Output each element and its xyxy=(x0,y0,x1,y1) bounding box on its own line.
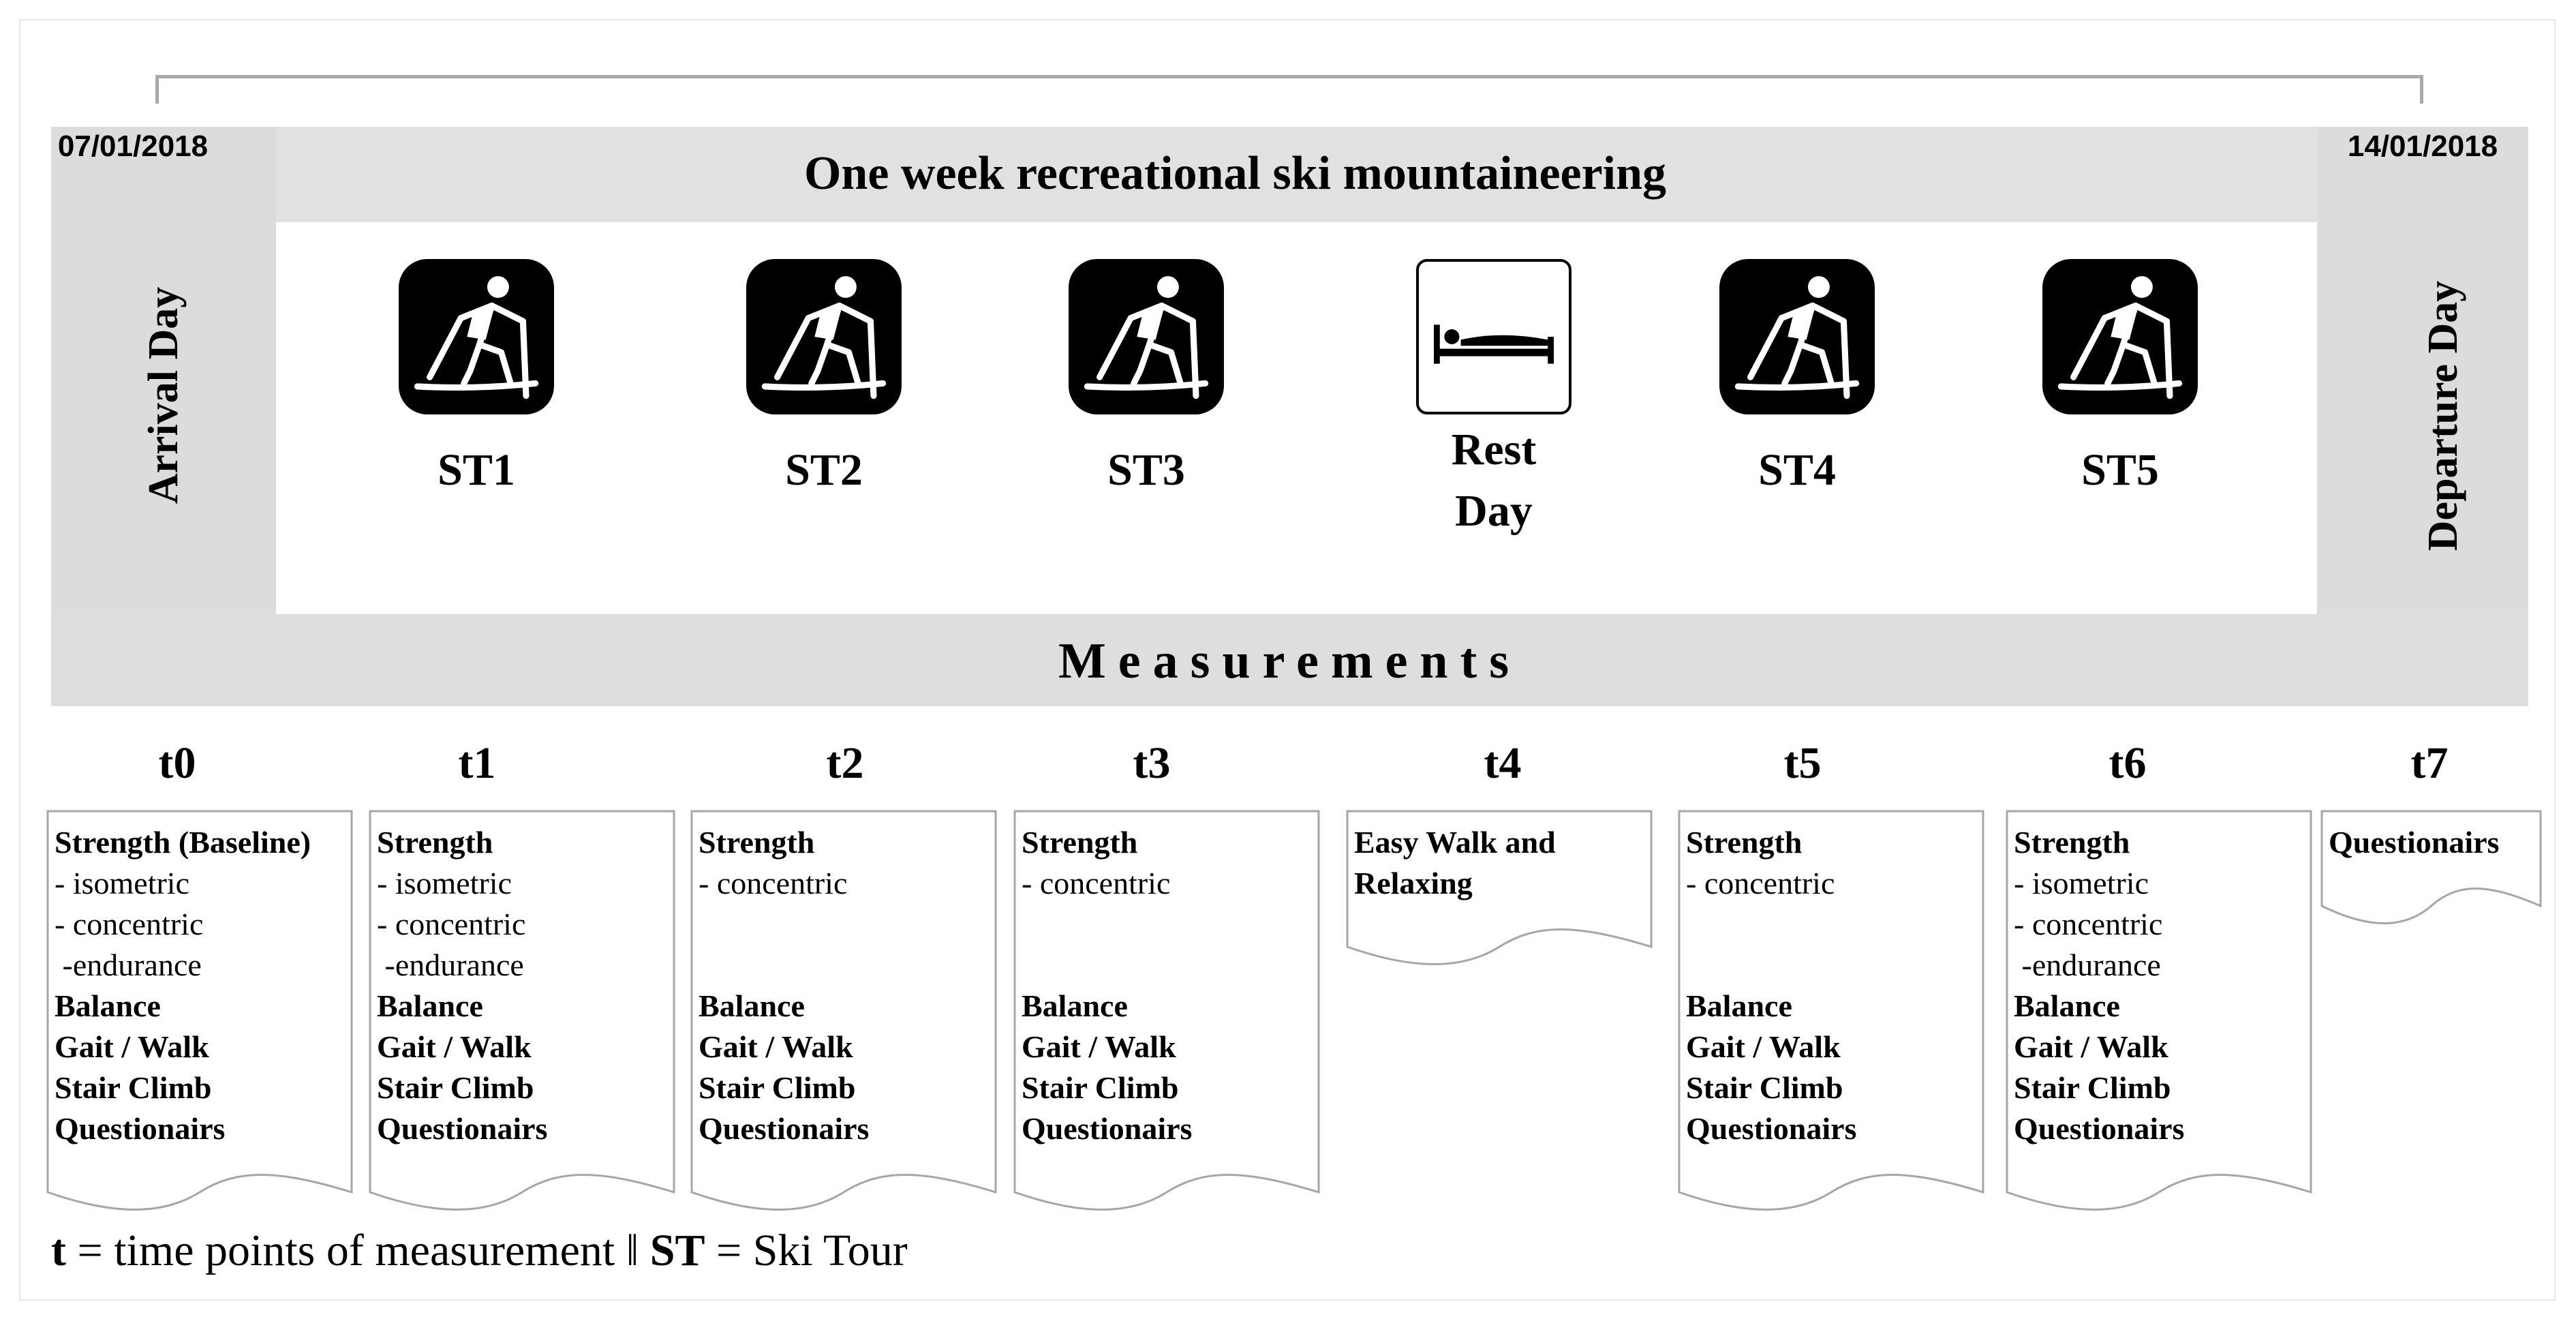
bed-glyph xyxy=(1419,262,1569,412)
card-line: Questionairs xyxy=(55,1111,226,1146)
card-line: - concentric xyxy=(377,907,526,941)
card-line: Balance xyxy=(1022,988,1128,1023)
card-line: Stair Climb xyxy=(699,1070,856,1105)
rest-day-label xyxy=(1375,419,1612,542)
card-line: Easy Walk and xyxy=(1354,825,1556,860)
timepoint-label: t1 xyxy=(458,738,496,788)
day-label: ST4 xyxy=(1758,445,1836,495)
card-line: Strength (Baseline) xyxy=(55,825,311,860)
card-line: Balance xyxy=(1686,988,1792,1023)
measurements-label: Measurements xyxy=(1058,633,1522,689)
card-line: Gait / Walk xyxy=(55,1029,209,1064)
card-line: - isometric xyxy=(377,866,512,900)
measurement-card xyxy=(1678,810,1984,1229)
card-line: Strength xyxy=(1686,825,1803,860)
card-line: Balance xyxy=(2014,988,2120,1023)
timepoint-label: t0 xyxy=(158,738,196,788)
departure-day-label: Departure Day xyxy=(2420,280,2466,551)
card-line: - concentric xyxy=(1022,866,1171,900)
card-line xyxy=(1022,945,1315,986)
measurement-card xyxy=(2320,810,2542,943)
legend-st-text: = Ski Tour xyxy=(705,1226,908,1275)
card-line: Gait / Walk xyxy=(377,1029,532,1064)
ski-touring-icon xyxy=(1069,259,1224,414)
measurement-card xyxy=(2006,810,2312,1229)
card-line xyxy=(1022,904,1315,945)
card-line: Strength xyxy=(699,825,815,860)
ski-touring-icon xyxy=(399,259,554,414)
card-line: Questionairs xyxy=(2329,825,2500,860)
card-line: Balance xyxy=(699,988,805,1023)
ski-touring-icon xyxy=(1719,259,1875,414)
card-line: Questionairs xyxy=(699,1111,870,1146)
card-line: Questionairs xyxy=(2014,1111,2185,1146)
timepoint-label: t2 xyxy=(826,738,864,788)
card-line xyxy=(1686,904,1979,945)
card-line: Questionairs xyxy=(377,1111,548,1146)
card-line: Relaxing xyxy=(1354,866,1473,900)
measurement-card xyxy=(1346,810,1653,984)
card-line: Stair Climb xyxy=(1686,1070,1843,1105)
week-bracket xyxy=(155,75,2423,104)
timepoint-label: t7 xyxy=(2410,738,2449,788)
day-label: ST5 xyxy=(2081,445,2159,495)
ski-touring-icon xyxy=(2042,259,2198,414)
card-line: - concentric xyxy=(1686,866,1835,900)
card-line xyxy=(699,945,992,986)
measurement-card xyxy=(1013,810,1320,1229)
bed-icon xyxy=(1416,259,1571,414)
ski-touring-glyph xyxy=(1719,259,1875,414)
card-line: Strength xyxy=(377,825,493,860)
card-line: - isometric xyxy=(2014,866,2149,900)
legend-separator: ǁ xyxy=(626,1226,639,1275)
departure-date: 14/01/2018 xyxy=(2347,130,2498,163)
legend-t-text: = time points of measurement xyxy=(65,1226,626,1275)
card-line: Questionairs xyxy=(1686,1111,1857,1146)
timepoint-label: t3 xyxy=(1133,738,1171,788)
card-line: Strength xyxy=(1022,825,1138,860)
ski-touring-glyph xyxy=(2042,259,2198,414)
measurement-card xyxy=(46,810,353,1229)
timepoint-label: t4 xyxy=(1484,738,1522,788)
card-line: Stair Climb xyxy=(2014,1070,2171,1105)
day-label: ST3 xyxy=(1107,445,1185,495)
timepoint-label: t5 xyxy=(1783,738,1822,788)
card-line: -endurance xyxy=(2014,947,2161,982)
measurement-card xyxy=(369,810,675,1229)
card-line: Stair Climb xyxy=(55,1070,212,1105)
timepoint-label: t6 xyxy=(2109,738,2147,788)
card-line: Balance xyxy=(55,988,161,1023)
day-label: ST1 xyxy=(438,445,515,495)
card-line: Gait / Walk xyxy=(699,1029,853,1064)
card-line: -endurance xyxy=(377,947,524,982)
card-line: Strength xyxy=(2014,825,2130,860)
card-line: -endurance xyxy=(55,947,202,982)
card-line: Questionairs xyxy=(1022,1111,1193,1146)
card-line: Balance xyxy=(377,988,483,1023)
card-line xyxy=(1686,945,1979,986)
arrival-date: 07/01/2018 xyxy=(57,130,209,163)
card-line: Gait / Walk xyxy=(2014,1029,2168,1064)
arrival-day-label: Arrival Day xyxy=(140,286,187,504)
legend-t-key: t xyxy=(51,1226,66,1275)
legend-st-key: ST xyxy=(649,1226,705,1275)
rest-day-label-line2: Day xyxy=(1455,486,1533,536)
card-line: - isometric xyxy=(55,866,189,900)
ski-touring-glyph xyxy=(399,259,554,414)
card-line: - concentric xyxy=(699,866,848,900)
ski-touring-glyph xyxy=(1069,259,1224,414)
card-line: Stair Climb xyxy=(377,1070,534,1105)
card-line: - concentric xyxy=(55,907,204,941)
measurement-card xyxy=(690,810,997,1229)
card-line xyxy=(699,904,992,945)
card-line: Gait / Walk xyxy=(1686,1029,1841,1064)
card-line: Stair Climb xyxy=(1022,1070,1179,1105)
diagram-title: One week recreational ski mountaineering xyxy=(803,147,1667,200)
legend xyxy=(51,1220,908,1282)
rest-day-label-line1: Rest xyxy=(1451,425,1537,474)
day-label: ST2 xyxy=(785,445,863,495)
ski-touring-icon xyxy=(746,259,902,414)
card-line: - concentric xyxy=(2014,907,2163,941)
ski-touring-glyph xyxy=(746,259,902,414)
card-line: Gait / Walk xyxy=(1022,1029,1176,1064)
